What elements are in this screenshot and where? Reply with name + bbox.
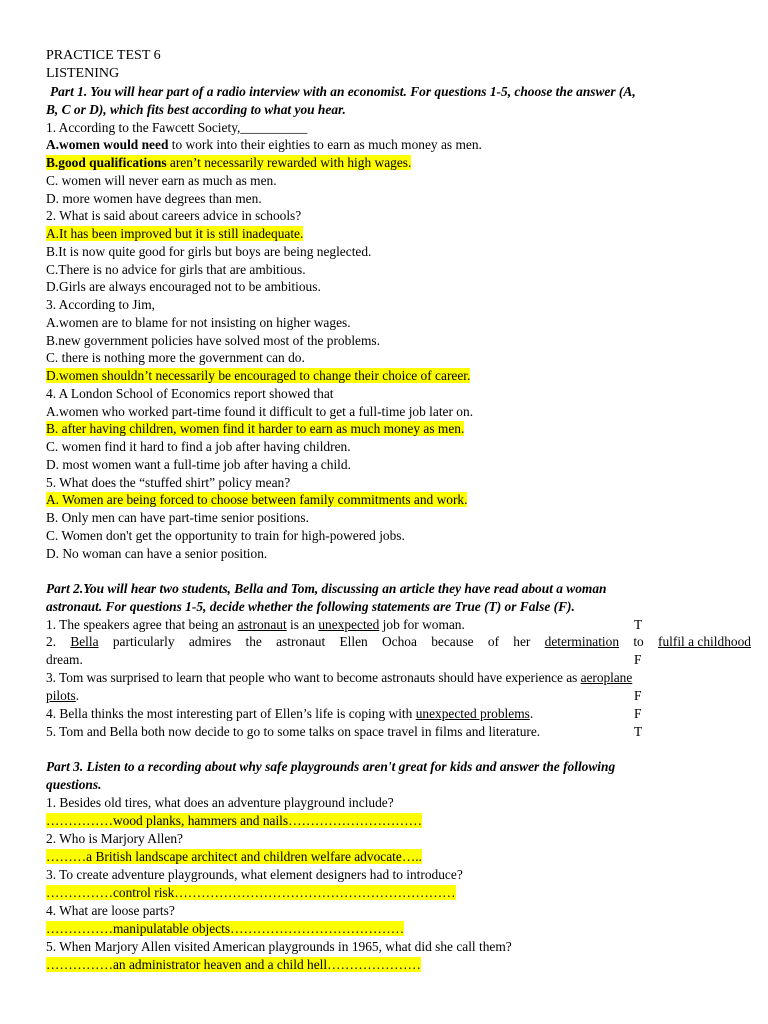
- p2-s4-post: .: [529, 706, 534, 721]
- p2-s2-num: 2.: [46, 634, 57, 649]
- p3-q3-answer-text: ……………control risk………………………………………………………: [46, 885, 456, 900]
- p1-q3-option-a: A.women are to blame for not insisting on higher wages.: [46, 315, 351, 330]
- p2-s3-underline-1: aeroplane: [580, 670, 633, 685]
- p1-q3-option-b: B.new government policies have solved most of the problems.: [46, 333, 380, 348]
- p1-q1-a-rest: to work into their eighties to earn as much money as men.: [168, 137, 482, 152]
- p2-s1-text-b: is an: [286, 617, 319, 632]
- p2-s2-word: of: [487, 634, 500, 649]
- p1-q4-option-a: A.women who worked part-time found it difficult to get a full-time job later on.: [46, 404, 474, 419]
- p2-s2-word: the: [245, 634, 262, 649]
- p1-q1-b-bold: B.good qualifications: [46, 155, 167, 170]
- p2-s2-word: because: [431, 634, 474, 649]
- p2-s4-underline: unexpected problems: [415, 706, 530, 721]
- p3-q4-answer-text: ……………manipulatable objects…………………………………: [46, 921, 405, 936]
- part2-instruction-line1: Part 2.You will hear two students, Bella and Tom, discussing an article they have read about a woman: [46, 581, 607, 596]
- p1-q1-option-a: [46, 136, 751, 153]
- p2-statement-4: [46, 705, 751, 722]
- p2-statement-5: [46, 723, 751, 740]
- p2-s3-post: .: [75, 688, 80, 703]
- p1-q4-option-b: [46, 420, 751, 437]
- p2-s2-underline-3: fulfil a childhood: [658, 634, 751, 649]
- p3-q1-question: 1. Besides old tires, what does an adventure playground include?: [46, 795, 394, 810]
- p1-q5-option-a: [46, 491, 751, 508]
- part3-instruction-line1: Part 3. Listen to a recording about why safe playgrounds aren't great for kids and answer the following: [46, 759, 616, 774]
- p1-q2-option-b: B.It is now quite good for girls but boys are being neglected.: [46, 244, 372, 259]
- p2-s2-word: to: [633, 634, 644, 649]
- p2-s2-word: Ochoa: [382, 634, 417, 649]
- p1-q2-stem: 2. What is said about careers advice in schools?: [46, 208, 302, 223]
- p1-q4-option-c: C. women find it hard to find a job after having children.: [46, 439, 351, 454]
- p2-s4-text: 4. Bella thinks the most interesting part of Ellen’s life is coping with: [46, 706, 416, 721]
- p1-q3-option-d: [46, 367, 751, 384]
- p1-q1-option-c: C. women will never earn as much as men.: [46, 173, 277, 188]
- p2-statement-2-cont: [46, 651, 751, 668]
- p2-s2-line2: dream.: [46, 652, 83, 667]
- part3-instruction-line2: questions.: [46, 777, 102, 792]
- p2-s1-underline-1: astronaut: [237, 617, 287, 632]
- section-title: LISTENING: [46, 66, 120, 81]
- p1-q3-option-c: C. there is nothing more the government can do.: [46, 350, 305, 365]
- p3-q3-answer: [46, 884, 751, 901]
- p3-q2-answer: [46, 848, 751, 865]
- p1-q1-a-bold: A.women would need: [46, 137, 169, 152]
- p1-q1-option-b: [46, 154, 751, 171]
- p2-statement-1: [46, 616, 751, 633]
- p2-s1-text-c: job for woman.: [379, 617, 465, 632]
- p3-q2-question: 2. Who is Marjory Allen?: [46, 831, 183, 846]
- p2-statement-3-cont: [46, 687, 751, 704]
- p3-q4-answer: [46, 920, 751, 937]
- p3-q5-answer-text: ……………an administrator heaven and a child hell…………………: [46, 957, 421, 972]
- p2-s2-word: astronaut: [276, 634, 326, 649]
- p2-s2-word: particularly: [112, 634, 175, 649]
- part2-instruction-line2: astronaut. For questions 1-5, decide whether the following statements are True (T) or False (F).: [46, 599, 575, 614]
- p2-s3-underline-2: pilots: [46, 688, 76, 703]
- p2-s1-text-a: 1. The speakers agree that being an: [46, 617, 238, 632]
- p1-q3-stem: 3. According to Jim,: [46, 297, 155, 312]
- p1-q5-option-d: D. No woman can have a senior position.: [46, 546, 268, 561]
- p1-q1-stem: 1. According to the Fawcett Society,__________: [46, 120, 308, 135]
- p3-q5-question: 5. When Marjory Allen visited American playgrounds in 1965, what did she call them?: [46, 939, 512, 954]
- p2-s1-answer: T: [634, 617, 643, 632]
- p1-q4-option-d: D. most women want a full-time job after having a child.: [46, 457, 351, 472]
- p2-s5-text: 5. Tom and Bella both now decide to go to some talks on space travel in films and literature.: [46, 724, 541, 739]
- p2-s2-word: admires: [188, 634, 232, 649]
- p1-q2-option-d: D.Girls are always encouraged not to be ambitious.: [46, 279, 321, 294]
- p2-s2-answer: F: [634, 652, 642, 667]
- p2-s1-underline-2: unexpected: [318, 617, 380, 632]
- p1-q5-a-text: A. Women are being forced to choose between family commitments and work.: [46, 492, 468, 507]
- p2-s2-underline-1: Bella: [70, 634, 99, 649]
- p2-s3-answer: F: [634, 688, 642, 703]
- p3-q2-answer-text: ………a British landscape architect and children welfare advocate…..: [46, 849, 422, 864]
- p2-s3-text: 3. Tom was surprised to learn that people who want to become astronauts should have experience as: [46, 670, 578, 685]
- p2-statement-2: [46, 633, 751, 650]
- p3-q1-answer-text: ……………wood planks, hammers and nails…………………………: [46, 813, 423, 828]
- p1-q1-b-rest: aren’t necessarily rewarded with high wages.: [166, 155, 412, 170]
- p3-q4-question: 4. What are loose parts?: [46, 903, 175, 918]
- p3-q3-question: 3. To create adventure playgrounds, what element designers had to introduce?: [46, 867, 463, 882]
- p2-s2-word: Ellen: [339, 634, 368, 649]
- p1-q5-option-b: B. Only men can have part-time senior positions.: [46, 510, 309, 525]
- p2-s2-underline-2: determination: [544, 634, 620, 649]
- p2-s5-answer: T: [634, 724, 643, 739]
- p2-statement-3: [46, 669, 751, 686]
- p1-q2-a-text: A.It has been improved but it is still inadequate.: [46, 226, 304, 241]
- p1-q5-option-c: C. Women don't get the opportunity to train for high-powered jobs.: [46, 528, 405, 543]
- test-title: PRACTICE TEST 6: [46, 48, 161, 63]
- p1-q5-stem: 5. What does the “stuffed shirt” policy mean?: [46, 475, 291, 490]
- p2-s4-answer: F: [634, 706, 642, 721]
- p2-s2-word: her: [513, 634, 531, 649]
- p1-q3-d-text: D.women shouldn’t necessarily be encouraged to change their choice of career.: [46, 368, 471, 383]
- p1-q1-option-d: D. more women have degrees than men.: [46, 191, 262, 206]
- p3-q5-answer: [46, 956, 751, 973]
- p1-q4-b-text: B. after having children, women find it harder to earn as much money as men.: [46, 421, 465, 436]
- p3-q1-answer: [46, 812, 751, 829]
- p1-q2-option-a: [46, 225, 751, 242]
- p1-q4-stem: 4. A London School of Economics report showed that: [46, 386, 334, 401]
- p1-q2-option-c: C.There is no advice for girls that are ambitious.: [46, 262, 306, 277]
- part1-instruction-line2: B, C or D), which fits best according to what you hear.: [46, 102, 346, 117]
- part1-instruction-line1: Part 1. You will hear part of a radio interview with an economist. For questions 1-5, choose the answer (A,: [50, 84, 636, 99]
